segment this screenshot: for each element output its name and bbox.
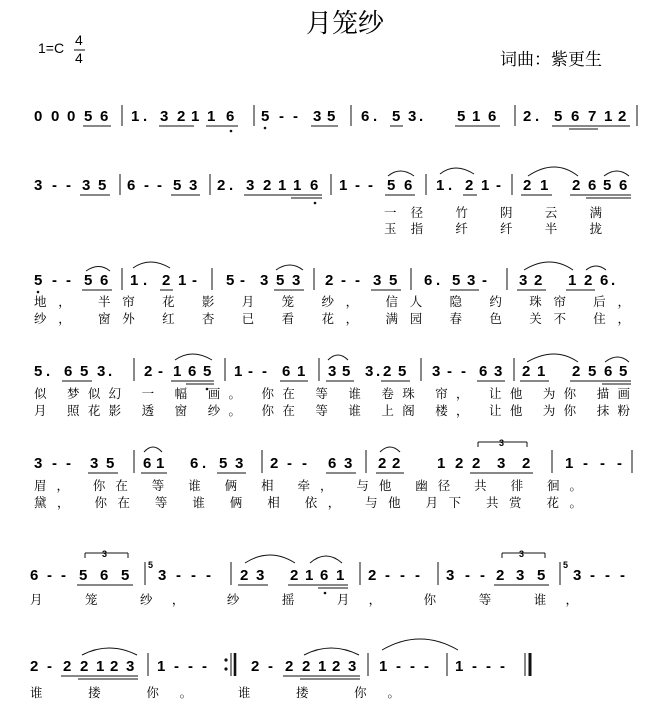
svg-text:6: 6	[100, 272, 109, 289]
svg-text:6: 6	[100, 567, 109, 584]
svg-text:5: 5	[537, 567, 546, 584]
svg-text:.: .	[108, 363, 113, 380]
svg-text:-: -	[500, 658, 505, 675]
svg-text:3: 3	[408, 108, 417, 125]
svg-text:1: 1	[96, 658, 105, 675]
svg-text:5: 5	[203, 363, 212, 380]
svg-text:-: -	[191, 567, 196, 584]
lyric-line-6: 月 笼 纱， 纱 摇 月， 你 等 谁，	[30, 592, 578, 607]
svg-text:3: 3	[97, 363, 106, 380]
score-line-7	[30, 639, 530, 700]
svg-text:1: 1	[472, 108, 481, 125]
svg-text:3: 3	[573, 567, 582, 584]
svg-text:1: 1	[278, 177, 287, 194]
svg-text:2: 2	[285, 658, 294, 675]
svg-text:1: 1	[339, 177, 348, 194]
svg-text:5: 5	[389, 272, 398, 289]
lyric-line-5a: 眉， 你在 等 谁 俩 相 牵， 与他 幽径 共 徘 徊。	[34, 478, 582, 493]
svg-text:.: .	[611, 272, 616, 289]
svg-text:5: 5	[554, 108, 563, 125]
svg-text:.: .	[448, 177, 453, 194]
svg-text:3: 3	[467, 272, 476, 289]
svg-text:2: 2	[572, 363, 581, 380]
svg-text:2: 2	[472, 455, 481, 472]
svg-text:6: 6	[143, 455, 152, 472]
svg-text:.: .	[373, 108, 378, 125]
svg-text:2: 2	[455, 455, 464, 472]
lyric-line-5b: 黛， 你在 等 谁 俩 相 依， 与他 月下 共赏 花。	[34, 495, 582, 510]
lyric-line-3b: 纱， 窗外 红 杏 已 看 花， 满园 春 色 关不 住，	[34, 311, 630, 326]
svg-text:3: 3	[499, 438, 505, 448]
svg-text:-: -	[66, 455, 71, 472]
svg-text:.: .	[535, 108, 540, 125]
svg-text:5: 5	[121, 567, 130, 584]
svg-text:5: 5	[457, 108, 466, 125]
svg-text:2: 2	[263, 177, 272, 194]
svg-text:3: 3	[348, 658, 357, 675]
svg-text:-: -	[424, 658, 429, 675]
svg-text:-: -	[302, 455, 307, 472]
svg-text:2: 2	[522, 455, 531, 472]
svg-text:-: -	[206, 567, 211, 584]
svg-text:1: 1	[156, 455, 165, 472]
svg-text:2: 2	[523, 177, 532, 194]
svg-text:2: 2	[110, 658, 119, 675]
svg-text:2: 2	[534, 272, 543, 289]
svg-text:-: -	[583, 455, 588, 472]
svg-text:-: -	[447, 363, 452, 380]
svg-text:-: -	[174, 658, 179, 675]
svg-text:5: 5	[392, 108, 401, 125]
svg-text:1: 1	[379, 658, 388, 675]
svg-text:-: -	[192, 272, 197, 289]
svg-text:-: -	[620, 567, 625, 584]
svg-text:-: -	[47, 567, 52, 584]
svg-text:2: 2	[496, 567, 505, 584]
svg-text:2: 2	[217, 177, 226, 194]
song-title: 月笼纱	[306, 9, 385, 39]
svg-text:-: -	[293, 108, 298, 125]
svg-text:-: -	[262, 363, 267, 380]
svg-text:6: 6	[188, 363, 197, 380]
svg-text:5: 5	[226, 272, 235, 289]
svg-text:5: 5	[342, 363, 351, 380]
svg-text:5: 5	[84, 108, 93, 125]
svg-text:2: 2	[80, 658, 89, 675]
svg-text:-: -	[590, 567, 595, 584]
svg-text:-: -	[385, 567, 390, 584]
svg-text:0: 0	[67, 108, 76, 125]
svg-text:1: 1	[455, 658, 464, 675]
svg-text:6: 6	[320, 567, 329, 584]
lyric-line-7: 谁 搂 你。 谁 搂 你。	[30, 685, 400, 700]
svg-text:5: 5	[452, 272, 461, 289]
score-line-2	[34, 167, 631, 236]
svg-text:6: 6	[479, 363, 488, 380]
svg-text:2: 2	[251, 658, 260, 675]
svg-text:-: -	[61, 567, 66, 584]
svg-text:5: 5	[79, 567, 88, 584]
svg-text:5: 5	[84, 272, 93, 289]
svg-text:1: 1	[436, 177, 445, 194]
svg-text:-: -	[617, 455, 622, 472]
svg-text:1: 1	[131, 108, 140, 125]
svg-text:2: 2	[240, 567, 249, 584]
svg-text:3: 3	[365, 363, 374, 380]
svg-text:3: 3	[246, 177, 255, 194]
svg-text:1: 1	[437, 455, 446, 472]
score-line-3	[34, 262, 630, 326]
svg-text:-: -	[396, 658, 401, 675]
svg-text:6: 6	[571, 108, 580, 125]
svg-text:6: 6	[424, 272, 433, 289]
svg-text:5: 5	[387, 177, 396, 194]
svg-text:-: -	[368, 177, 373, 194]
svg-text:5: 5	[34, 363, 43, 380]
svg-text:6: 6	[226, 108, 235, 125]
svg-text:-: -	[600, 455, 605, 472]
svg-text:-: -	[157, 177, 162, 194]
time-signature-bottom: 4	[75, 50, 83, 66]
svg-text:2: 2	[144, 363, 153, 380]
svg-text:6: 6	[310, 177, 319, 194]
svg-text:0: 0	[34, 108, 43, 125]
svg-text:3: 3	[189, 177, 198, 194]
svg-text:-: -	[287, 455, 292, 472]
svg-text:6: 6	[328, 455, 337, 472]
svg-text:-: -	[461, 363, 466, 380]
svg-text:6: 6	[588, 177, 597, 194]
svg-text:-: -	[240, 272, 245, 289]
svg-text:5: 5	[327, 108, 336, 125]
svg-text:3: 3	[158, 567, 167, 584]
svg-text:.: .	[46, 363, 51, 380]
svg-text:2: 2	[618, 108, 627, 125]
svg-text:3: 3	[292, 272, 301, 289]
svg-text:3: 3	[34, 177, 43, 194]
svg-text:6: 6	[127, 177, 136, 194]
svg-text:-: -	[279, 108, 284, 125]
svg-text:6: 6	[619, 177, 628, 194]
svg-text:5: 5	[261, 108, 270, 125]
svg-text:1: 1	[178, 272, 187, 289]
svg-text:3: 3	[102, 549, 108, 559]
svg-text:-: -	[341, 272, 346, 289]
credit: 词曲：紫更生	[500, 50, 602, 70]
svg-text:0: 0	[51, 108, 60, 125]
svg-text:1: 1	[130, 272, 139, 289]
svg-text:3: 3	[256, 567, 265, 584]
svg-text:2: 2	[30, 658, 39, 675]
svg-text:3: 3	[160, 108, 169, 125]
svg-text:2: 2	[270, 455, 279, 472]
time-signature-top: 4	[75, 32, 83, 48]
svg-text:1: 1	[173, 363, 182, 380]
svg-text:5: 5	[398, 363, 407, 380]
svg-text:6: 6	[361, 108, 370, 125]
svg-text:3: 3	[313, 108, 322, 125]
svg-text:-: -	[52, 455, 57, 472]
lyric-line-2a: 一径 竹 阴 云 满	[384, 205, 602, 220]
lyric-line-3a: 地， 半帘 花 影 月 笼 纱， 信人 隐 约 珠帘 后，	[34, 294, 630, 309]
svg-text:2: 2	[465, 177, 474, 194]
svg-text:1: 1	[293, 177, 302, 194]
key-signature: 1=C	[38, 40, 65, 56]
svg-text:-: -	[472, 658, 477, 675]
svg-text:3: 3	[519, 549, 525, 559]
svg-text:6: 6	[604, 363, 613, 380]
svg-text:3: 3	[344, 455, 353, 472]
svg-text:2: 2	[572, 177, 581, 194]
svg-text:-: -	[486, 658, 491, 675]
svg-text:.: .	[143, 108, 148, 125]
svg-text:6: 6	[30, 567, 39, 584]
svg-text:5: 5	[34, 272, 43, 289]
svg-text:2: 2	[63, 658, 72, 675]
svg-text:6: 6	[282, 363, 291, 380]
svg-text:-: -	[268, 658, 273, 675]
svg-text:-: -	[465, 567, 470, 584]
svg-text:1: 1	[481, 177, 490, 194]
svg-text:5: 5	[98, 177, 107, 194]
svg-text:1: 1	[540, 177, 549, 194]
svg-text:-: -	[480, 567, 485, 584]
svg-text:2: 2	[523, 108, 532, 125]
svg-text:-: -	[52, 177, 57, 194]
svg-text:5: 5	[148, 560, 154, 570]
svg-text:-: -	[176, 567, 181, 584]
svg-text:2: 2	[378, 455, 387, 472]
svg-text:3: 3	[494, 363, 503, 380]
lyric-line-2b: 玉指 纤 纤 半 拢	[384, 221, 602, 236]
svg-text:.: .	[436, 272, 441, 289]
svg-text:-: -	[410, 658, 415, 675]
svg-text:-: -	[158, 363, 163, 380]
svg-text:-: -	[47, 658, 52, 675]
svg-text:5: 5	[276, 272, 285, 289]
score-line-1	[34, 105, 637, 132]
svg-text:3: 3	[90, 455, 99, 472]
svg-text:-: -	[415, 567, 420, 584]
score-line-6	[30, 549, 625, 607]
svg-text:1: 1	[537, 363, 546, 380]
svg-text:6: 6	[600, 272, 609, 289]
svg-text:1: 1	[207, 108, 216, 125]
svg-text:3: 3	[328, 363, 337, 380]
svg-text:5: 5	[173, 177, 182, 194]
svg-text:1: 1	[234, 363, 243, 380]
svg-text:1: 1	[565, 455, 574, 472]
svg-text:-: -	[605, 567, 610, 584]
svg-text:5: 5	[219, 455, 228, 472]
svg-text:2: 2	[325, 272, 334, 289]
svg-text:2: 2	[302, 658, 311, 675]
svg-text:5: 5	[80, 363, 89, 380]
svg-text:1: 1	[305, 567, 314, 584]
svg-text:-: -	[202, 658, 207, 675]
svg-text:2: 2	[332, 658, 341, 675]
svg-text:5: 5	[106, 455, 115, 472]
svg-text:-: -	[355, 177, 360, 194]
svg-text:3: 3	[126, 658, 135, 675]
svg-text:5: 5	[588, 363, 597, 380]
svg-text:1: 1	[191, 108, 200, 125]
svg-text:6: 6	[190, 455, 199, 472]
svg-text:-: -	[496, 177, 501, 194]
svg-text:5: 5	[619, 363, 628, 380]
svg-text:3: 3	[497, 455, 506, 472]
svg-text:6: 6	[488, 108, 497, 125]
svg-text:3: 3	[34, 455, 43, 472]
svg-text:2: 2	[162, 272, 171, 289]
svg-text:1: 1	[157, 658, 166, 675]
score-line-4	[34, 354, 631, 418]
svg-text:1: 1	[318, 658, 327, 675]
svg-text:3: 3	[373, 272, 382, 289]
svg-text:1: 1	[336, 567, 345, 584]
svg-text:3: 3	[82, 177, 91, 194]
svg-text:7: 7	[588, 108, 597, 125]
svg-text:-: -	[188, 658, 193, 675]
svg-text:1: 1	[568, 272, 577, 289]
svg-text:-: -	[355, 272, 360, 289]
svg-text:3: 3	[519, 272, 528, 289]
svg-text:2: 2	[368, 567, 377, 584]
svg-text:1: 1	[604, 108, 613, 125]
svg-text:-: -	[248, 363, 253, 380]
svg-text:3: 3	[446, 567, 455, 584]
lyric-line-4b: 月 照花影 透 窗 纱。 你在 等 谁 上阁 楼， 让他 为你 抹粉	[34, 403, 630, 418]
svg-text:5: 5	[563, 560, 569, 570]
score-line-5	[34, 438, 632, 510]
svg-text:6: 6	[100, 108, 109, 125]
svg-text:2: 2	[177, 108, 186, 125]
svg-text:-: -	[66, 272, 71, 289]
svg-text:3: 3	[432, 363, 441, 380]
svg-text:.: .	[229, 177, 234, 194]
svg-text:6: 6	[404, 177, 413, 194]
svg-text:-: -	[144, 177, 149, 194]
svg-text:5: 5	[603, 177, 612, 194]
svg-text:.: .	[202, 455, 207, 472]
svg-text:-: -	[400, 567, 405, 584]
svg-text:2: 2	[290, 567, 299, 584]
svg-text:1: 1	[297, 363, 306, 380]
svg-text:3: 3	[235, 455, 244, 472]
svg-text:2: 2	[522, 363, 531, 380]
svg-text:2: 2	[383, 363, 392, 380]
svg-text:.: .	[143, 272, 148, 289]
svg-text:-: -	[52, 272, 57, 289]
lyric-line-4a: 似 梦似幻 一 幅 画。 你在 等 谁 卷珠 帘， 让他 为你 描画	[34, 386, 630, 401]
svg-text:-: -	[482, 272, 487, 289]
svg-text:2: 2	[584, 272, 593, 289]
svg-text:.: .	[376, 363, 381, 380]
svg-text:6: 6	[64, 363, 73, 380]
svg-text:2: 2	[392, 455, 401, 472]
svg-text:-: -	[66, 177, 71, 194]
svg-text:3: 3	[516, 567, 525, 584]
svg-text:3: 3	[260, 272, 269, 289]
svg-text:.: .	[419, 108, 424, 125]
